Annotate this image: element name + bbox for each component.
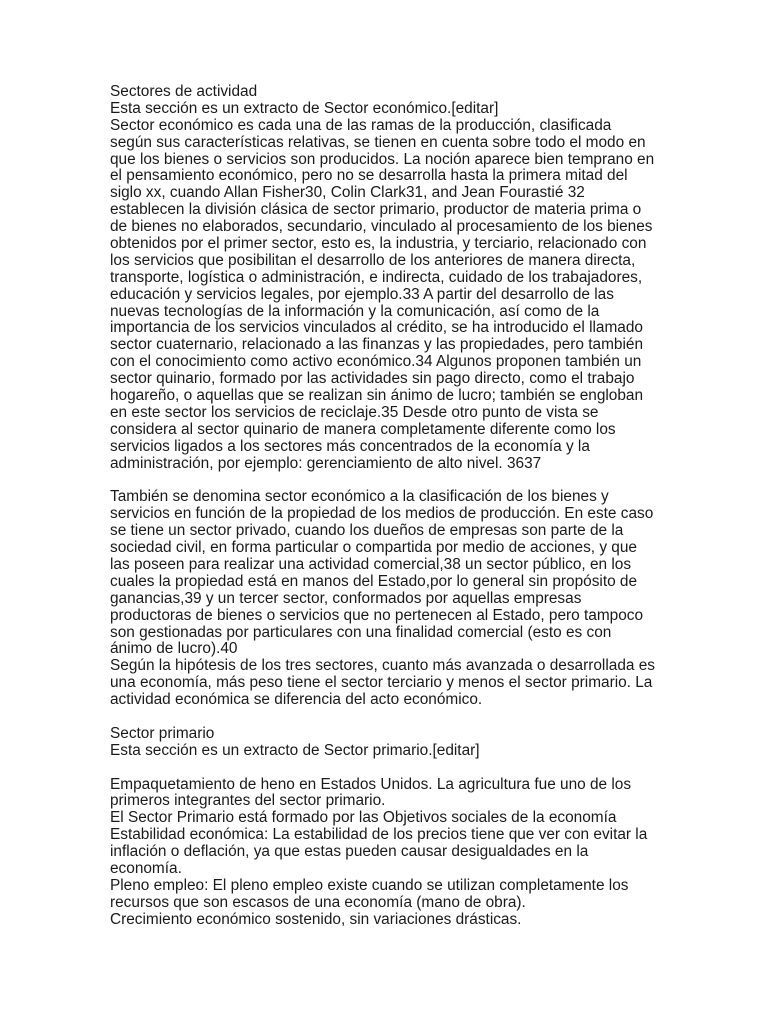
text-line: Sector primario xyxy=(110,724,215,742)
text-line: Sector económico es cada una de las ramas de la producción, clasificada xyxy=(110,116,612,134)
text-line: sector quinario, formado por las actividades sin pago directo, como el trabajo xyxy=(110,370,635,388)
paragraph xyxy=(110,777,642,811)
text-line: son gestionadas por particulares con una finalidad comercial (esto es con xyxy=(110,623,612,641)
text-line: se tiene un sector privado, cuando los dueños de empresas son parte de la xyxy=(110,522,624,540)
text-line: ánimo de lucro).40 xyxy=(110,640,238,658)
text-line: Según la hipótesis de los tres sectores, cuanto más avanzada o desarrollada es xyxy=(110,657,655,675)
text-line: Esta sección es un extracto de Sector económico.[editar] xyxy=(110,99,499,117)
text-line: con el conocimiento como activo económico.34 Algunos proponen también un xyxy=(110,353,642,371)
paragraph xyxy=(110,488,654,658)
paragraph xyxy=(110,912,642,929)
text-line: sector cuaternario, relacionado a las finanzas y las propiedades, pero también xyxy=(110,336,643,354)
text-line: Crecimiento económico sostenido, sin variaciones drásticas. xyxy=(110,910,522,928)
section-note xyxy=(110,101,642,118)
text-line: sociedad civil, en forma particular o compartida por medio de acciones, y que xyxy=(110,539,637,557)
text-line: cuales la propiedad está en manos del Estado,por lo general sin propósito de xyxy=(110,572,638,590)
text-line: recursos que son escasos de una economía (mano de obra). xyxy=(110,893,526,911)
text-line: Estabilidad económica: La estabilidad de los precios tiene que ver con evitar la xyxy=(110,826,648,844)
text-line: También se denomina sector económico a la clasificación de los bienes y xyxy=(110,488,609,506)
text-line: Empaquetamiento de heno en Estados Unidos. La agricultura fue uno de los xyxy=(110,775,632,793)
section-note xyxy=(110,743,642,760)
text-line: que los bienes o servicios son producidos. La noción aparece bien temprano en xyxy=(110,150,655,168)
text-line: los servicios que posibilitan el desarrollo de los anteriores de manera directa, xyxy=(110,251,636,269)
text-line: establecen la división clásica de sector primario, productor de materia prima o xyxy=(110,201,642,219)
text-line: según sus características relativas, se tienen en cuenta sobre todo el modo en xyxy=(110,133,646,151)
text-line: Esta sección es un extracto de Sector primario.[editar] xyxy=(110,741,480,759)
text-line: Pleno empleo: El pleno empleo existe cuando se utilizan completamente los xyxy=(110,876,629,894)
text-line: siglo xx, cuando Allan Fisher30, Colin Clark31, and Jean Fourastié 32 xyxy=(110,184,585,202)
text-line: importancia de los servicios vinculados al crédito, se ha introducido el llamado xyxy=(110,319,643,337)
paragraph xyxy=(110,116,655,473)
text-line: productoras de bienes o servicios que no pertenecen al Estado, pero tampoco xyxy=(110,606,644,624)
section-heading xyxy=(110,84,642,101)
document-page xyxy=(110,83,655,929)
text-line: administración, por ejemplo: gerenciamiento de alto nivel. 3637 xyxy=(110,454,542,472)
text-line: hogareño, o aquellas que se realizan sin ánimo de lucro; también se engloban xyxy=(110,387,644,405)
text-line: considera al sector quinario de manera completamente diferente como los xyxy=(110,420,616,438)
text-line: servicios en función de la propiedad de los medios de producción. En este caso xyxy=(110,505,654,523)
text-line: obtenidos por el primer sector, esto es, la industria, y terciario, relacionado con xyxy=(110,235,647,253)
text-line: una economía, más peso tiene el sector terciario y menos el sector primario. La xyxy=(110,674,653,692)
blank-line xyxy=(110,472,642,489)
paragraph xyxy=(110,657,655,709)
text-line: servicios ligados a los sectores más concentrados de la economía y la xyxy=(110,437,590,455)
text-line: primeros integrantes del sector primario. xyxy=(110,792,386,810)
blank-line xyxy=(110,760,642,777)
text-line: Sectores de actividad xyxy=(110,83,258,100)
paragraph xyxy=(110,810,642,827)
text-line: las poseen para realizar una actividad comercial,38 un sector público, en los xyxy=(110,555,632,573)
paragraph xyxy=(110,878,642,912)
text-line: el pensamiento económico, pero no se desarrolla hasta la primera mitad del xyxy=(110,167,628,185)
text-line: de bienes no elaborados, secundario, vinculado al procesamiento de los bienes xyxy=(110,218,653,236)
text-line: actividad económica se diferencia del acto económico. xyxy=(110,691,483,709)
blank-line xyxy=(110,709,642,726)
text-line: nuevas tecnologías de la información y la comunicación, así como de la xyxy=(110,302,600,320)
text-line: educación y servicios legales, por ejemplo.33 A partir del desarrollo de las xyxy=(110,285,614,303)
text-line: El Sector Primario está formado por las Objetivos sociales de la economía xyxy=(110,809,617,827)
text-line: ganancias,39 y un tercer sector, conformados por aquellas empresas xyxy=(110,589,582,607)
text-line: inflación o deflación, ya que estas pueden causar desigualdades en la xyxy=(110,843,589,861)
text-line: transporte, logística o administración, e indirecta, cuidado de los trabajadores, xyxy=(110,268,643,286)
section-heading xyxy=(110,726,642,743)
text-line: economía. xyxy=(110,859,182,877)
text-line: en este sector los servicios de reciclaje.35 Desde otro punto de vista se xyxy=(110,403,599,421)
paragraph xyxy=(110,826,648,878)
